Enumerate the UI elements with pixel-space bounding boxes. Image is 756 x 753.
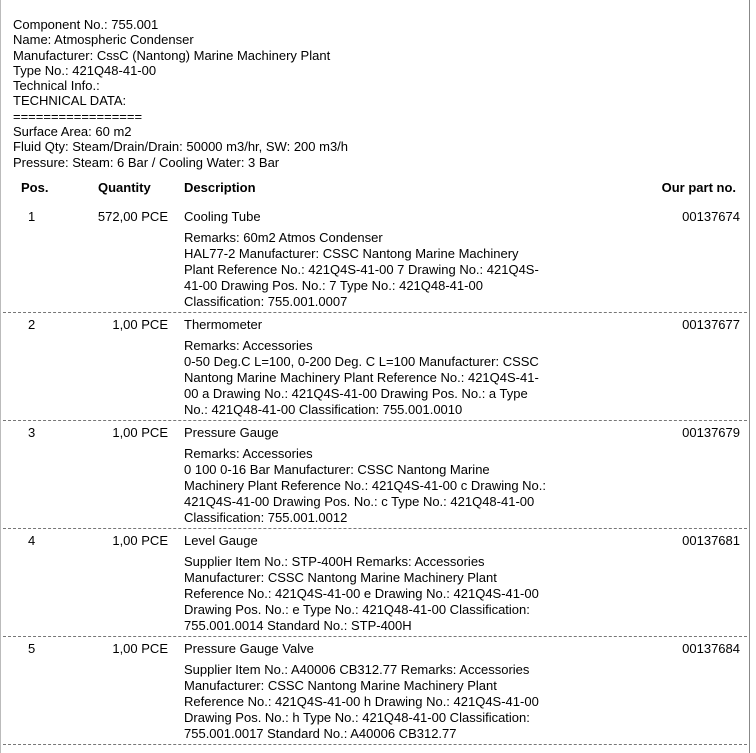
remarks-line: Reference No.: 421Q4S-41-00 e Drawing No.: 421Q4S-41-00 [184,586,539,601]
remarks-line: Classification: 755.001.0012 [184,510,348,525]
remarks-line: Remarks: 60m2 Atmos Condenser [184,230,383,245]
header-line-type-no: Type No.: 421Q48-41-00 [13,62,157,78]
header-line-manufacturer: Manufacturer: CssC (Nantong) Marine Machinery Plant [13,47,331,63]
item-part-no: 00137677 [682,317,740,332]
remarks-line: Manufacturer: CSSC Nantong Marine Machinery Plant [184,678,497,693]
remarks-line: 00 a Drawing No.: 421Q4S-41-00 Drawing Pos. No.: a Type [184,386,528,401]
remarks-line: Remarks: Accessories [184,338,313,353]
column-header-quantity: Quantity [98,180,151,195]
remarks-line: Supplier Item No.: STP-400H Remarks: Accessories [184,554,485,569]
item-quantity: 572,00 PCE [97,209,168,224]
item-remarks [184,338,569,418]
row-separator [3,312,747,313]
item-description: Thermometer [184,317,263,332]
row-separator [3,636,747,637]
remarks-line: 755.001.0014 Standard No.: STP-400H [184,618,412,633]
column-header-description: Description [184,180,256,195]
row-separator [3,528,747,529]
item-part-no: 00137679 [682,425,740,440]
item-pos: 5 [28,641,36,656]
item-description: Pressure Gauge Valve [184,641,314,656]
remarks-line: Drawing Pos. No.: e Type No.: 421Q48-41-00 Classification: [184,602,530,617]
remarks-line: Classification: 755.001.0007 [184,294,348,309]
item-quantity: 1,00 PCE [112,425,168,440]
item-part-no: 00137674 [682,209,740,224]
header-line-component-no: Component No.: 755.001 [13,17,159,32]
item-pos: 1 [28,209,36,224]
remarks-line: 0-50 Deg.C L=100, 0-200 Deg. C L=100 Manufacturer: CSSC [184,354,539,369]
remarks-line: 41-00 Drawing Pos. No.: 7 Type No.: 421Q48-41-00 [184,278,483,293]
header-line-surface-area: Surface Area: 60 m2 [13,124,132,140]
item-description: Cooling Tube [184,209,261,224]
item-remarks [184,554,569,634]
item-quantity: 1,00 PCE [112,533,168,548]
item-pos: 3 [28,425,36,440]
remarks-line: Drawing Pos. No.: h Type No.: 421Q48-41-00 Classification: [184,710,530,725]
remarks-line: HAL77-2 Manufacturer: CSSC Nantong Marine Machinery [184,246,519,261]
header-line-technical-info: Technical Info.: [13,78,100,94]
column-header-pos: Pos. [21,180,49,195]
header-line-technical-data: TECHNICAL DATA: [13,93,127,109]
header-line-name: Name: Atmospheric Condenser [13,32,194,48]
item-part-no: 00137684 [682,641,740,656]
header-line-fluid-qty: Fluid Qty: Steam/Drain/Drain: 50000 m3/hr, SW: 200 m3/h [13,139,349,155]
remarks-line: Plant Reference No.: 421Q4S-41-00 7 Drawing No.: 421Q4S- [184,262,539,277]
header-line-pressure: Pressure: Steam: 6 Bar / Cooling Water: 3 Bar [13,154,280,170]
item-part-no: 00137681 [682,533,740,548]
remarks-line: 0 100 0-16 Bar Manufacturer: CSSC Nantong Marine [184,462,490,477]
item-quantity: 1,00 PCE [112,317,168,332]
remarks-line: Machinery Plant Reference No.: 421Q4S-41-00 c Drawing No.: [184,478,547,493]
remarks-line: Manufacturer: CSSC Nantong Marine Machinery Plant [184,570,497,585]
item-remarks [184,446,569,526]
row-separator [3,744,747,745]
item-pos: 4 [28,533,36,548]
component-header [13,17,348,170]
item-description: Level Gauge [184,533,258,548]
header-line-divider: ================= [13,108,143,124]
remarks-line: No.: 421Q48-41-00 Classification: 755.001.0010 [184,402,463,417]
item-description: Pressure Gauge [184,425,279,440]
remarks-line: 755.001.0017 Standard No.: A40006 CB312.77 [184,726,457,741]
column-header-part-no: Our part no. [661,180,736,195]
remarks-line: Reference No.: 421Q4S-41-00 h Drawing No.: 421Q4S-41-00 [184,694,539,709]
remarks-line: Remarks: Accessories [184,446,313,461]
row-separator [3,420,747,421]
item-remarks [184,662,569,742]
remarks-line: Supplier Item No.: A40006 CB312.77 Remarks: Accessories [184,662,530,677]
item-pos: 2 [28,317,36,332]
item-quantity: 1,00 PCE [112,641,168,656]
remarks-line: 421Q4S-41-00 Drawing Pos. No.: c Type No.: 421Q48-41-00 [184,494,535,509]
remarks-line: Nantong Marine Machinery Plant Reference No.: 421Q4S-41- [184,370,539,385]
item-remarks [184,230,569,310]
